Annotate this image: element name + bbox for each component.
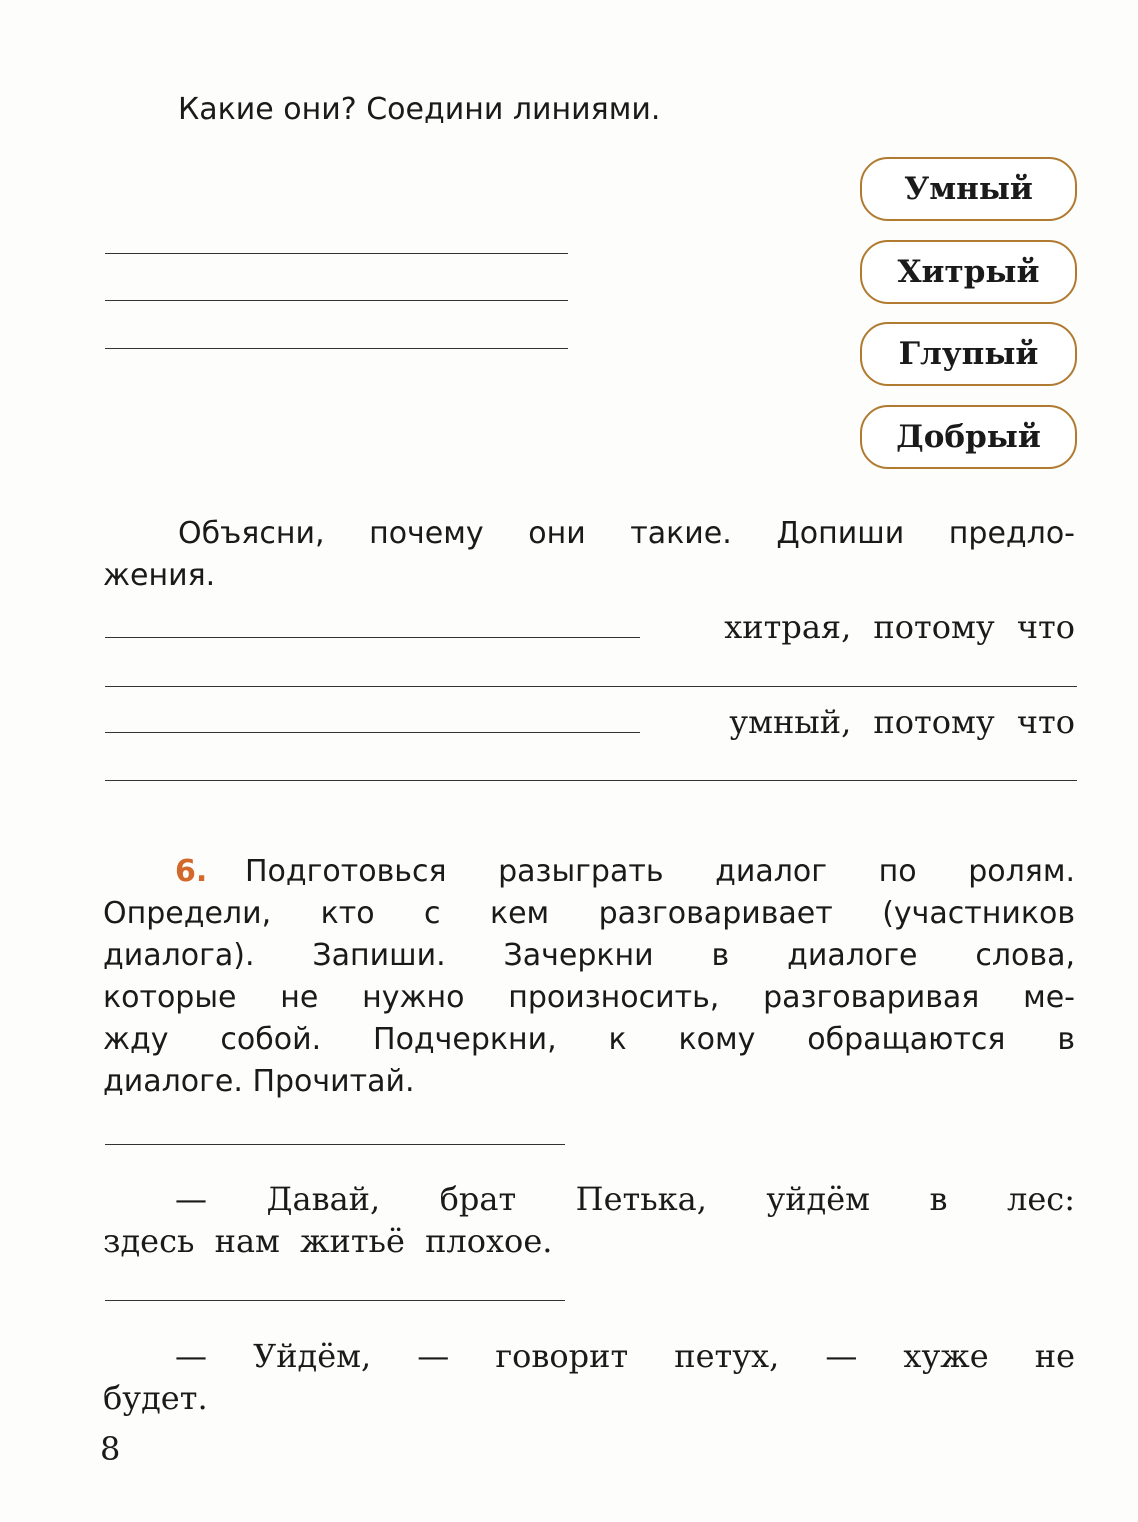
sentence-hitraya: хитрая, потому что [724,608,1075,646]
dialog-line: будет. [103,1379,208,1417]
answer-line[interactable] [105,1144,565,1145]
answer-line[interactable] [105,732,640,733]
answer-line[interactable] [105,1300,565,1301]
word-box-dobry[interactable]: Добрый [860,405,1077,469]
task-number: 6. [175,854,208,889]
word-box-umny[interactable]: Умный [860,157,1077,221]
dialog-line: — Давай, брат Петька, уйдём в лес: [175,1180,1075,1218]
task6-text: диалоге. Прочитай. [103,1064,415,1099]
task6-text: Определи, кто с кем разговаривает (участников [103,896,1075,931]
word-box-hitry[interactable]: Хитрый [860,240,1077,304]
task6-text: жду собой. Подчеркни, к кому обращаются в [103,1022,1075,1057]
answer-line[interactable] [105,686,1077,687]
answer-line[interactable] [105,253,568,254]
explain-instruction: Объясни, почему они такие. Допиши предло- [178,516,1075,551]
page-number: 8 [100,1430,121,1468]
dialog-line: — Уйдём, — говорит петух, — хуже не [175,1337,1075,1375]
task6-text: Подготовься разыграть диалог по ролям. [245,854,1075,889]
task-title: Какие они? Соедини линиями. [178,92,661,127]
explain-instruction-cont: жения. [103,558,216,593]
task6-text: которые не нужно произносить, разговаривая ме- [103,980,1075,1015]
answer-line[interactable] [105,637,640,638]
task6-text: диалога). Запиши. Зачеркни в диалоге слова, [103,938,1075,973]
answer-line[interactable] [105,780,1077,781]
sentence-umny: умный, потому что [729,703,1075,741]
word-box-glupy[interactable]: Глупый [860,322,1077,386]
dialog-line: здесь нам житьё плохое. [103,1222,553,1260]
answer-line[interactable] [105,300,568,301]
answer-line[interactable] [105,348,568,349]
